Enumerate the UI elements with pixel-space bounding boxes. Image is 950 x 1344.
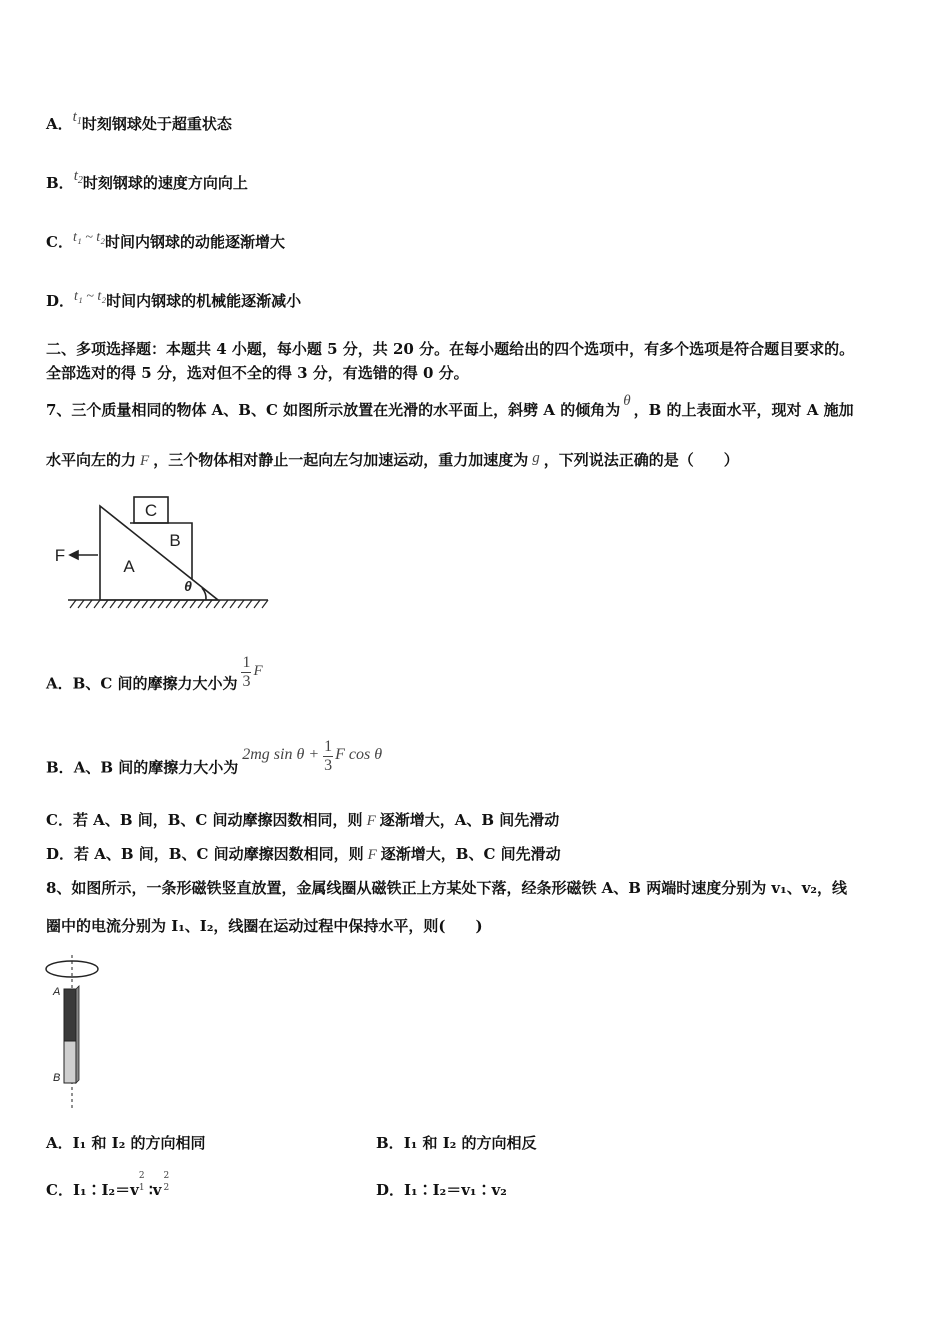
q8-stem-line2: 圈中的电流分别为 I₁、I₂，线圈在运动过程中保持水平，则( ) (46, 917, 483, 935)
label-a: A (53, 986, 61, 998)
label-c: C (144, 501, 158, 520)
q6-option-b[interactable]: B．$t_2$时刻钢球的速度方向向上 (46, 168, 248, 192)
ground-hatching (70, 600, 268, 608)
q7-figure (50, 492, 275, 610)
q6-option-c[interactable]: C．t₁ ~ t₂时间内钢球的动能逐渐增大 (46, 230, 286, 251)
q8-stem-line1: 8、如图所示，一条形磁铁竖直放置，金属线圈从磁铁正上方某处下落，经条形磁铁 A、B 两端时速度分别为 v₁、v₂，线 (46, 879, 847, 897)
label-b: B (53, 1072, 61, 1084)
q6-option-d[interactable]: D．t₁ ~ t₂时间内钢球的机械能逐渐减小 (46, 289, 302, 310)
label-f: F (54, 546, 66, 565)
section2-line1: 二、多项选择题：本题共 4 小题，每小题 5 分，共 20 分。在每小题给出的四个选项中，有多个选项是符合题目要求的。 (46, 340, 855, 358)
fraction-one-third: $\frac{1}{3}$ (324, 738, 333, 774)
q8-option-a[interactable]: A．I₁ 和 I₂ 的方向相同 (46, 1134, 206, 1152)
fraction-one-third: $\frac{1}{3}$ (242, 654, 251, 690)
force-arrow-head (70, 551, 78, 559)
q7-stem-line2: 水平向左的力 F ，三个物体相对静止一起向左匀加速运动，重力加速度为 g ，下列说法正确的是（ ） (46, 450, 739, 469)
label-b: B (169, 531, 181, 550)
magnet-side (76, 986, 79, 1083)
q7-option-a[interactable]: A．B、C 间的摩擦力大小为 $\frac{1}{3}$ F (46, 654, 263, 693)
q7-option-c[interactable]: C．若 A、B 间，B、C 间动摩擦因数相同，则 F 逐渐增大，A、B 间先滑动 (46, 811, 560, 829)
block-b (130, 523, 192, 579)
q7-option-d[interactable]: D．若 A、B 间，B、C 间动摩擦因数相同，则 F 逐渐增大，B、C 间先滑动 (46, 845, 561, 863)
q8-option-b[interactable]: B．I₁ 和 I₂ 的方向相反 (376, 1134, 537, 1152)
q8-option-c[interactable]: C．I₁∶I₂＝v 2 1 ∶v 2 2 (46, 1171, 170, 1199)
q8-option-d[interactable]: D．I₁∶I₂＝v₁∶v₂ (376, 1181, 507, 1199)
section2-line2: 全部选对的得 5 分，选对但不全的得 3 分，有选错的得 0 分。 (46, 364, 469, 382)
label-a: A (123, 557, 135, 576)
q8-figure (40, 955, 110, 1115)
q7-option-b[interactable]: B．A、B 间的摩擦力大小为2mg sin θ + $\frac{1}{3}$ F cos θ (46, 738, 383, 777)
q7-stem-line1: 7、三个质量相同的物体 A、B、C 如图所示放置在光滑的水平面上，斜劈 A 的倾角为 θ ，B 的上表面水平，现对 A 施加 (46, 393, 854, 419)
wedge-a (100, 506, 218, 600)
q6-option-a[interactable]: A．$t_1$时刻钢球处于超重状态 (46, 109, 232, 133)
magnet-south (64, 1041, 76, 1083)
magnet-north (64, 989, 76, 1041)
label-theta: θ (184, 578, 192, 594)
